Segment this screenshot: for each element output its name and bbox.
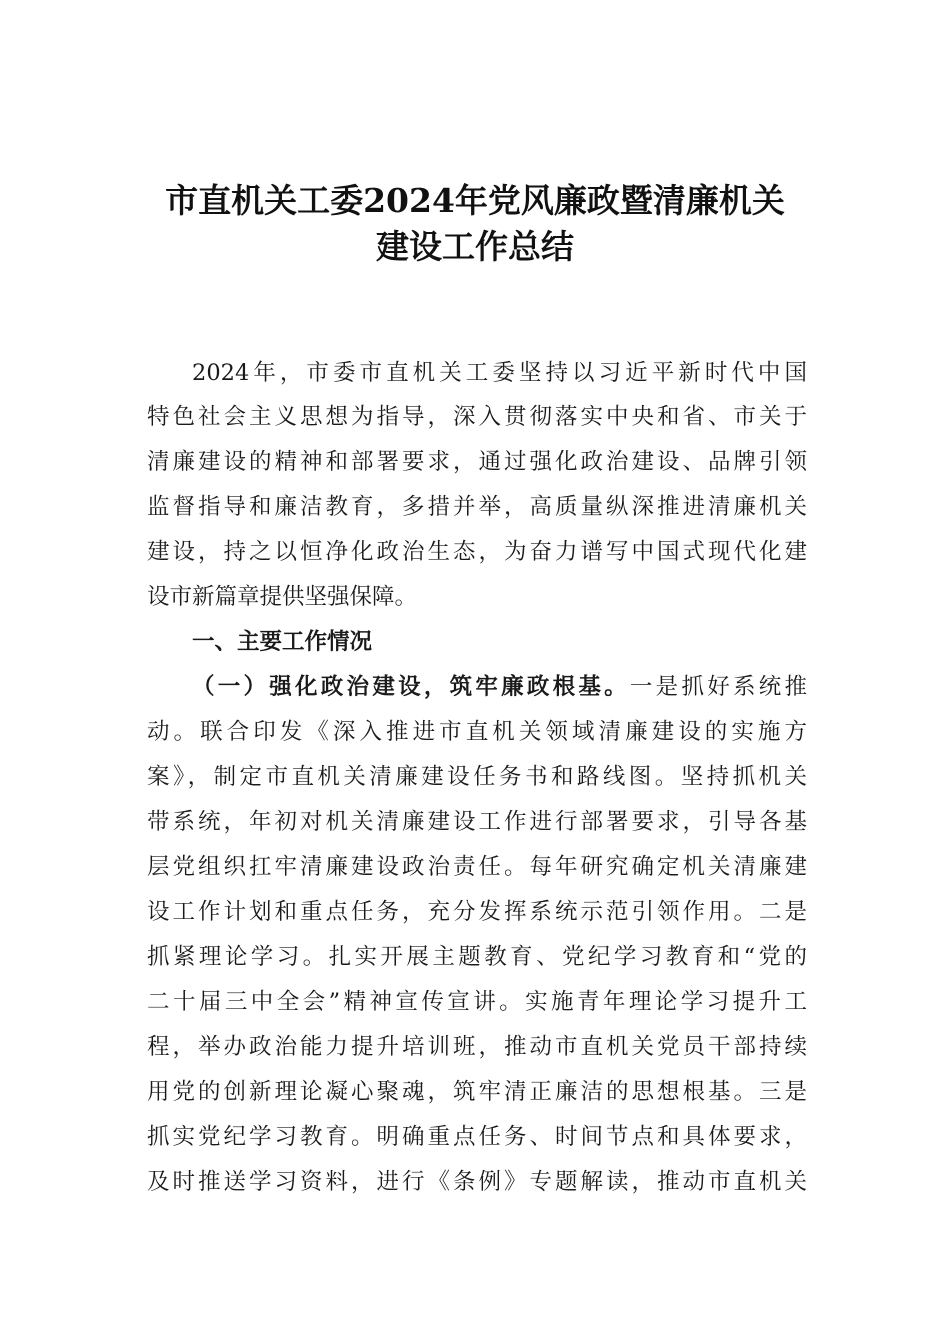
body-line: 抓实党纪学习教育。明确重点任务、时间节点和具体要求， [147, 1124, 807, 1150]
document-title-line-1: 市直机关工委2024年党风廉政暨清廉机关 [165, 181, 785, 220]
body-line: 二十届三中全会”精神宣传宣讲。实施青年理论学习提升工 [147, 989, 807, 1015]
body-line: 层党组织扛牢清廉建设政治责任。每年研究确定机关清廉建 [147, 854, 807, 880]
subsection-first-line [192, 669, 807, 701]
body-line: 抓紧理论学习。扎实开展主题教育、党纪学习教育和“党的 [147, 944, 807, 970]
document-title-line-2: 建设工作总结 [376, 227, 574, 266]
body-line: 动。联合印发《深入推进市直机关领域清廉建设的实施方 [147, 719, 807, 745]
body-line: 程，举办政治能力提升培训班，推动市直机关党员干部持续 [147, 1034, 807, 1060]
intro-line: 特色社会主义思想为指导，深入贯彻落实中央和省、市关于 [147, 404, 807, 430]
body-line: 案》，制定市直机关清廉建设任务书和路线图。坚持抓机关 [147, 764, 807, 790]
body-line: 带系统，年初对机关清廉建设工作进行部署要求，引导各基 [147, 809, 807, 835]
intro-line: 设市新篇章提供坚强保障。 [147, 584, 418, 610]
body-line: 用党的创新理论凝心聚魂，筑牢清正廉洁的思想根基。三是 [147, 1079, 807, 1105]
intro-line: 2024年，市委市直机关工委坚持以习近平新时代中国 [192, 360, 807, 386]
body-line: 设工作计划和重点任务，充分发挥系统示范引领作用。二是 [147, 899, 807, 925]
subsection-lead: （一）强化政治建设，筑牢廉政根基。 [192, 674, 630, 700]
intro-line: 监督指导和廉洁教育，多措并举，高质量纵深推进清廉机关 [147, 494, 807, 520]
intro-line: 清廉建设的精神和部署要求，通过强化政治建设、品牌引领 [147, 449, 807, 475]
intro-line: 建设，持之以恒净化政治生态，为奋力谱写中国式现代化建 [147, 539, 807, 565]
body-line: 及时推送学习资料，进行《条例》专题解读，推动市直机关 [147, 1169, 807, 1195]
section-heading: 一、主要工作情况 [192, 629, 373, 655]
subsection-first-line-rest: 一是抓好系统推 [629, 674, 807, 700]
